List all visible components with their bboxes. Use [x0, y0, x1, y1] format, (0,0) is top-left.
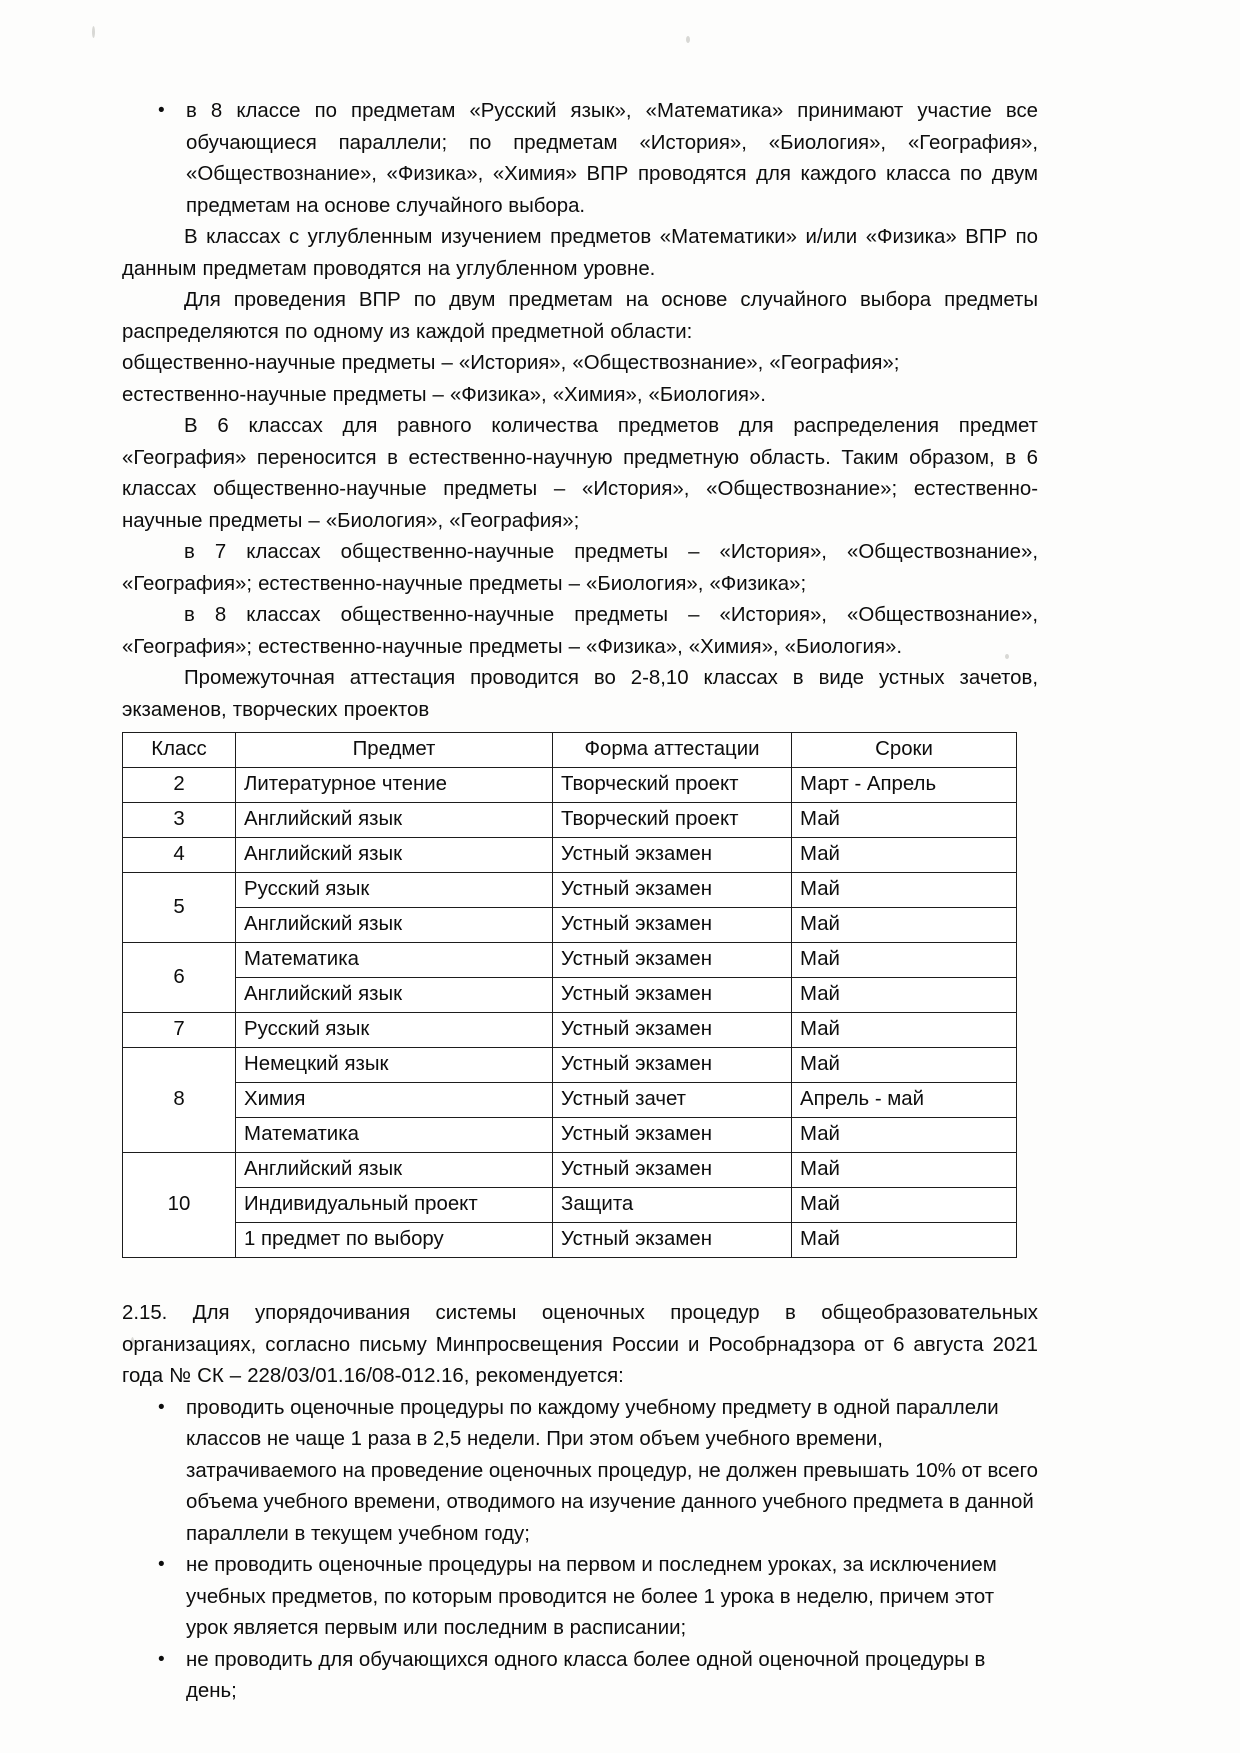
- table-row: [123, 1153, 1017, 1188]
- cell-terms: Май: [792, 873, 1017, 908]
- table-row: [123, 768, 1017, 803]
- paragraph-grade-8: в 8 классах общественно-научные предметы – «История», «Обществознание», «География»; естественно-научные предметы – «Физика», «Химия», «Биология».: [122, 604, 1038, 658]
- cell-terms: Май: [792, 908, 1017, 943]
- list-item: • не проводить для обучающихся одного класса более одной оценочной процедуры в день;: [122, 1645, 1038, 1708]
- cell-subject: Индивидуальный проект: [236, 1188, 553, 1223]
- cell-terms: Май: [792, 1223, 1017, 1258]
- cell-class: 4: [123, 838, 236, 873]
- table-header-row: [123, 733, 1017, 768]
- intro-bullet-list: [122, 96, 1038, 222]
- cell-class: 7: [123, 1013, 236, 1048]
- cell-subject: Русский язык: [236, 1013, 553, 1048]
- paragraph-social-science-subjects: общественно-научные предметы – «История», «Обществознание», «География»;: [122, 352, 900, 374]
- cell-subject: Английский язык: [236, 978, 553, 1013]
- cell-form: Устный экзамен: [553, 873, 792, 908]
- table-row: [123, 1013, 1017, 1048]
- cell-terms: Май: [792, 943, 1017, 978]
- recommendations-list: [122, 1393, 1038, 1708]
- cell-form: Устный экзамен: [553, 1013, 792, 1048]
- paragraph-interim-attestation: Промежуточная аттестация проводится во 2-8,10 классах в виде устных зачетов, экзаменов, творческих проектов: [122, 667, 1038, 721]
- paragraph-grade-6: В 6 классах для равного количества предметов для распределения предмет «География» переносится в естественно-научную предметную область. Таким образом, в 6 классах общественно-научные предметы – «История», «Обществознание»; естественно-научные предметы – «Биология», «География»;: [122, 415, 1038, 532]
- table-row: [123, 943, 1017, 978]
- cell-subject: Математика: [236, 1118, 553, 1153]
- cell-terms: Апрель - май: [792, 1083, 1017, 1118]
- document-body: [122, 96, 1038, 1708]
- table-row: [123, 1223, 1017, 1258]
- list-item: • не проводить оценочные процедуры на первом и последнем уроках, за исключением учебных предметов, по которым проводится не более 1 урока в неделю, причем этот урок является первым или последним в расписании;: [122, 1550, 1038, 1645]
- cell-form: Устный экзамен: [553, 1153, 792, 1188]
- column-header-terms: Сроки: [792, 733, 1017, 768]
- attestation-table: [122, 732, 1017, 1258]
- cell-form: Устный экзамен: [553, 908, 792, 943]
- cell-subject: Английский язык: [236, 1153, 553, 1188]
- table-row: [123, 873, 1017, 908]
- cell-terms: Май: [792, 1048, 1017, 1083]
- paragraph-advanced-level: В классах с углубленным изучением предметов «Математики» и/или «Физика» ВПР по данным предметам проводятся на углубленном уровне.: [122, 226, 1038, 280]
- table-row: [123, 1083, 1017, 1118]
- cell-subject: Английский язык: [236, 908, 553, 943]
- cell-terms: Май: [792, 1013, 1017, 1048]
- cell-subject: Английский язык: [236, 838, 553, 873]
- cell-class: 6: [123, 943, 236, 1013]
- cell-form: Устный зачет: [553, 1083, 792, 1118]
- table-row: [123, 1048, 1017, 1083]
- list-item: • проводить оценочные процедуры по каждому учебному предмету в одной параллели классов не чаще 1 раза в 2,5 недели. При этом объем учебного времени, затрачиваемого на проведение оценочных процедур, не должен превышать 10% от всего объема учебного времени, отводимого на изучение данного учебного предмета в данной параллели в текущем учебном году;: [122, 1393, 1038, 1551]
- cell-subject: Английский язык: [236, 803, 553, 838]
- cell-form: Устный экзамен: [553, 1118, 792, 1153]
- cell-terms: Май: [792, 978, 1017, 1013]
- table-row: [123, 908, 1017, 943]
- cell-form: Устный экзамен: [553, 838, 792, 873]
- cell-subject: Литературное чтение: [236, 768, 553, 803]
- column-header-subject: Предмет: [236, 733, 553, 768]
- paragraph-2-15: 2.15. Для упорядочивания системы оценочных процедур в общеобразовательных организациях, согласно письму Минпросвещения России и Рособрнадзора от 6 августа 2021 года № СК – 228/03/01.16/08-012.16, рекомендуется:: [122, 1302, 1038, 1387]
- cell-form: Устный экзамен: [553, 1223, 792, 1258]
- cell-form: Творческий проект: [553, 768, 792, 803]
- cell-terms: Март - Апрель: [792, 768, 1017, 803]
- cell-subject: Русский язык: [236, 873, 553, 908]
- cell-terms: Май: [792, 838, 1017, 873]
- cell-terms: Май: [792, 1153, 1017, 1188]
- table-row: [123, 803, 1017, 838]
- cell-subject: 1 предмет по выбору: [236, 1223, 553, 1258]
- cell-terms: Май: [792, 803, 1017, 838]
- cell-class: 5: [123, 873, 236, 943]
- paragraph-natural-science-subjects: естественно-научные предметы – «Физика», «Химия», «Биология».: [122, 383, 766, 406]
- table-head: [123, 733, 1017, 768]
- cell-terms: Май: [792, 1118, 1017, 1153]
- scan-speckle: [92, 26, 95, 38]
- cell-class: 10: [123, 1153, 236, 1258]
- list-item: • в 8 классе по предметам «Русский язык», «Математика» принимают участие все обучающиеся параллели; по предметам «История», «Биология», «География», «Обществознание», «Физика», «Химия» ВПР проводятся для каждого класса по двум предметам на основе случайного выбора.: [122, 96, 1038, 222]
- cell-class: 8: [123, 1048, 236, 1153]
- cell-terms: Май: [792, 1188, 1017, 1223]
- cell-subject: Химия: [236, 1083, 553, 1118]
- spacer: [122, 1258, 1038, 1272]
- cell-form: Устный экзамен: [553, 943, 792, 978]
- cell-class: 3: [123, 803, 236, 838]
- cell-class: 2: [123, 768, 236, 803]
- cell-form: Устный экзамен: [553, 978, 792, 1013]
- table-row: [123, 1118, 1017, 1153]
- cell-form: Защита: [553, 1188, 792, 1223]
- table-body: [123, 768, 1017, 1258]
- table-row: [123, 1188, 1017, 1223]
- table-row: [123, 838, 1017, 873]
- cell-subject: Немецкий язык: [236, 1048, 553, 1083]
- table-row: [123, 978, 1017, 1013]
- paragraph-grade-7: в 7 классах общественно-научные предметы – «История», «Обществознание», «География»; естественно-научные предметы – «Биология», «Физика»;: [122, 541, 1038, 595]
- column-header-class: Класс: [123, 733, 236, 768]
- cell-subject: Математика: [236, 943, 553, 978]
- scan-speckle: [686, 36, 690, 43]
- cell-form: Устный экзамен: [553, 1048, 792, 1083]
- column-header-form: Форма аттестации: [553, 733, 792, 768]
- paragraph-random-choice: Для проведения ВПР по двум предметам на основе случайного выбора предметы распределяются по одному из каждой предметной области:: [122, 289, 1038, 343]
- cell-form: Творческий проект: [553, 803, 792, 838]
